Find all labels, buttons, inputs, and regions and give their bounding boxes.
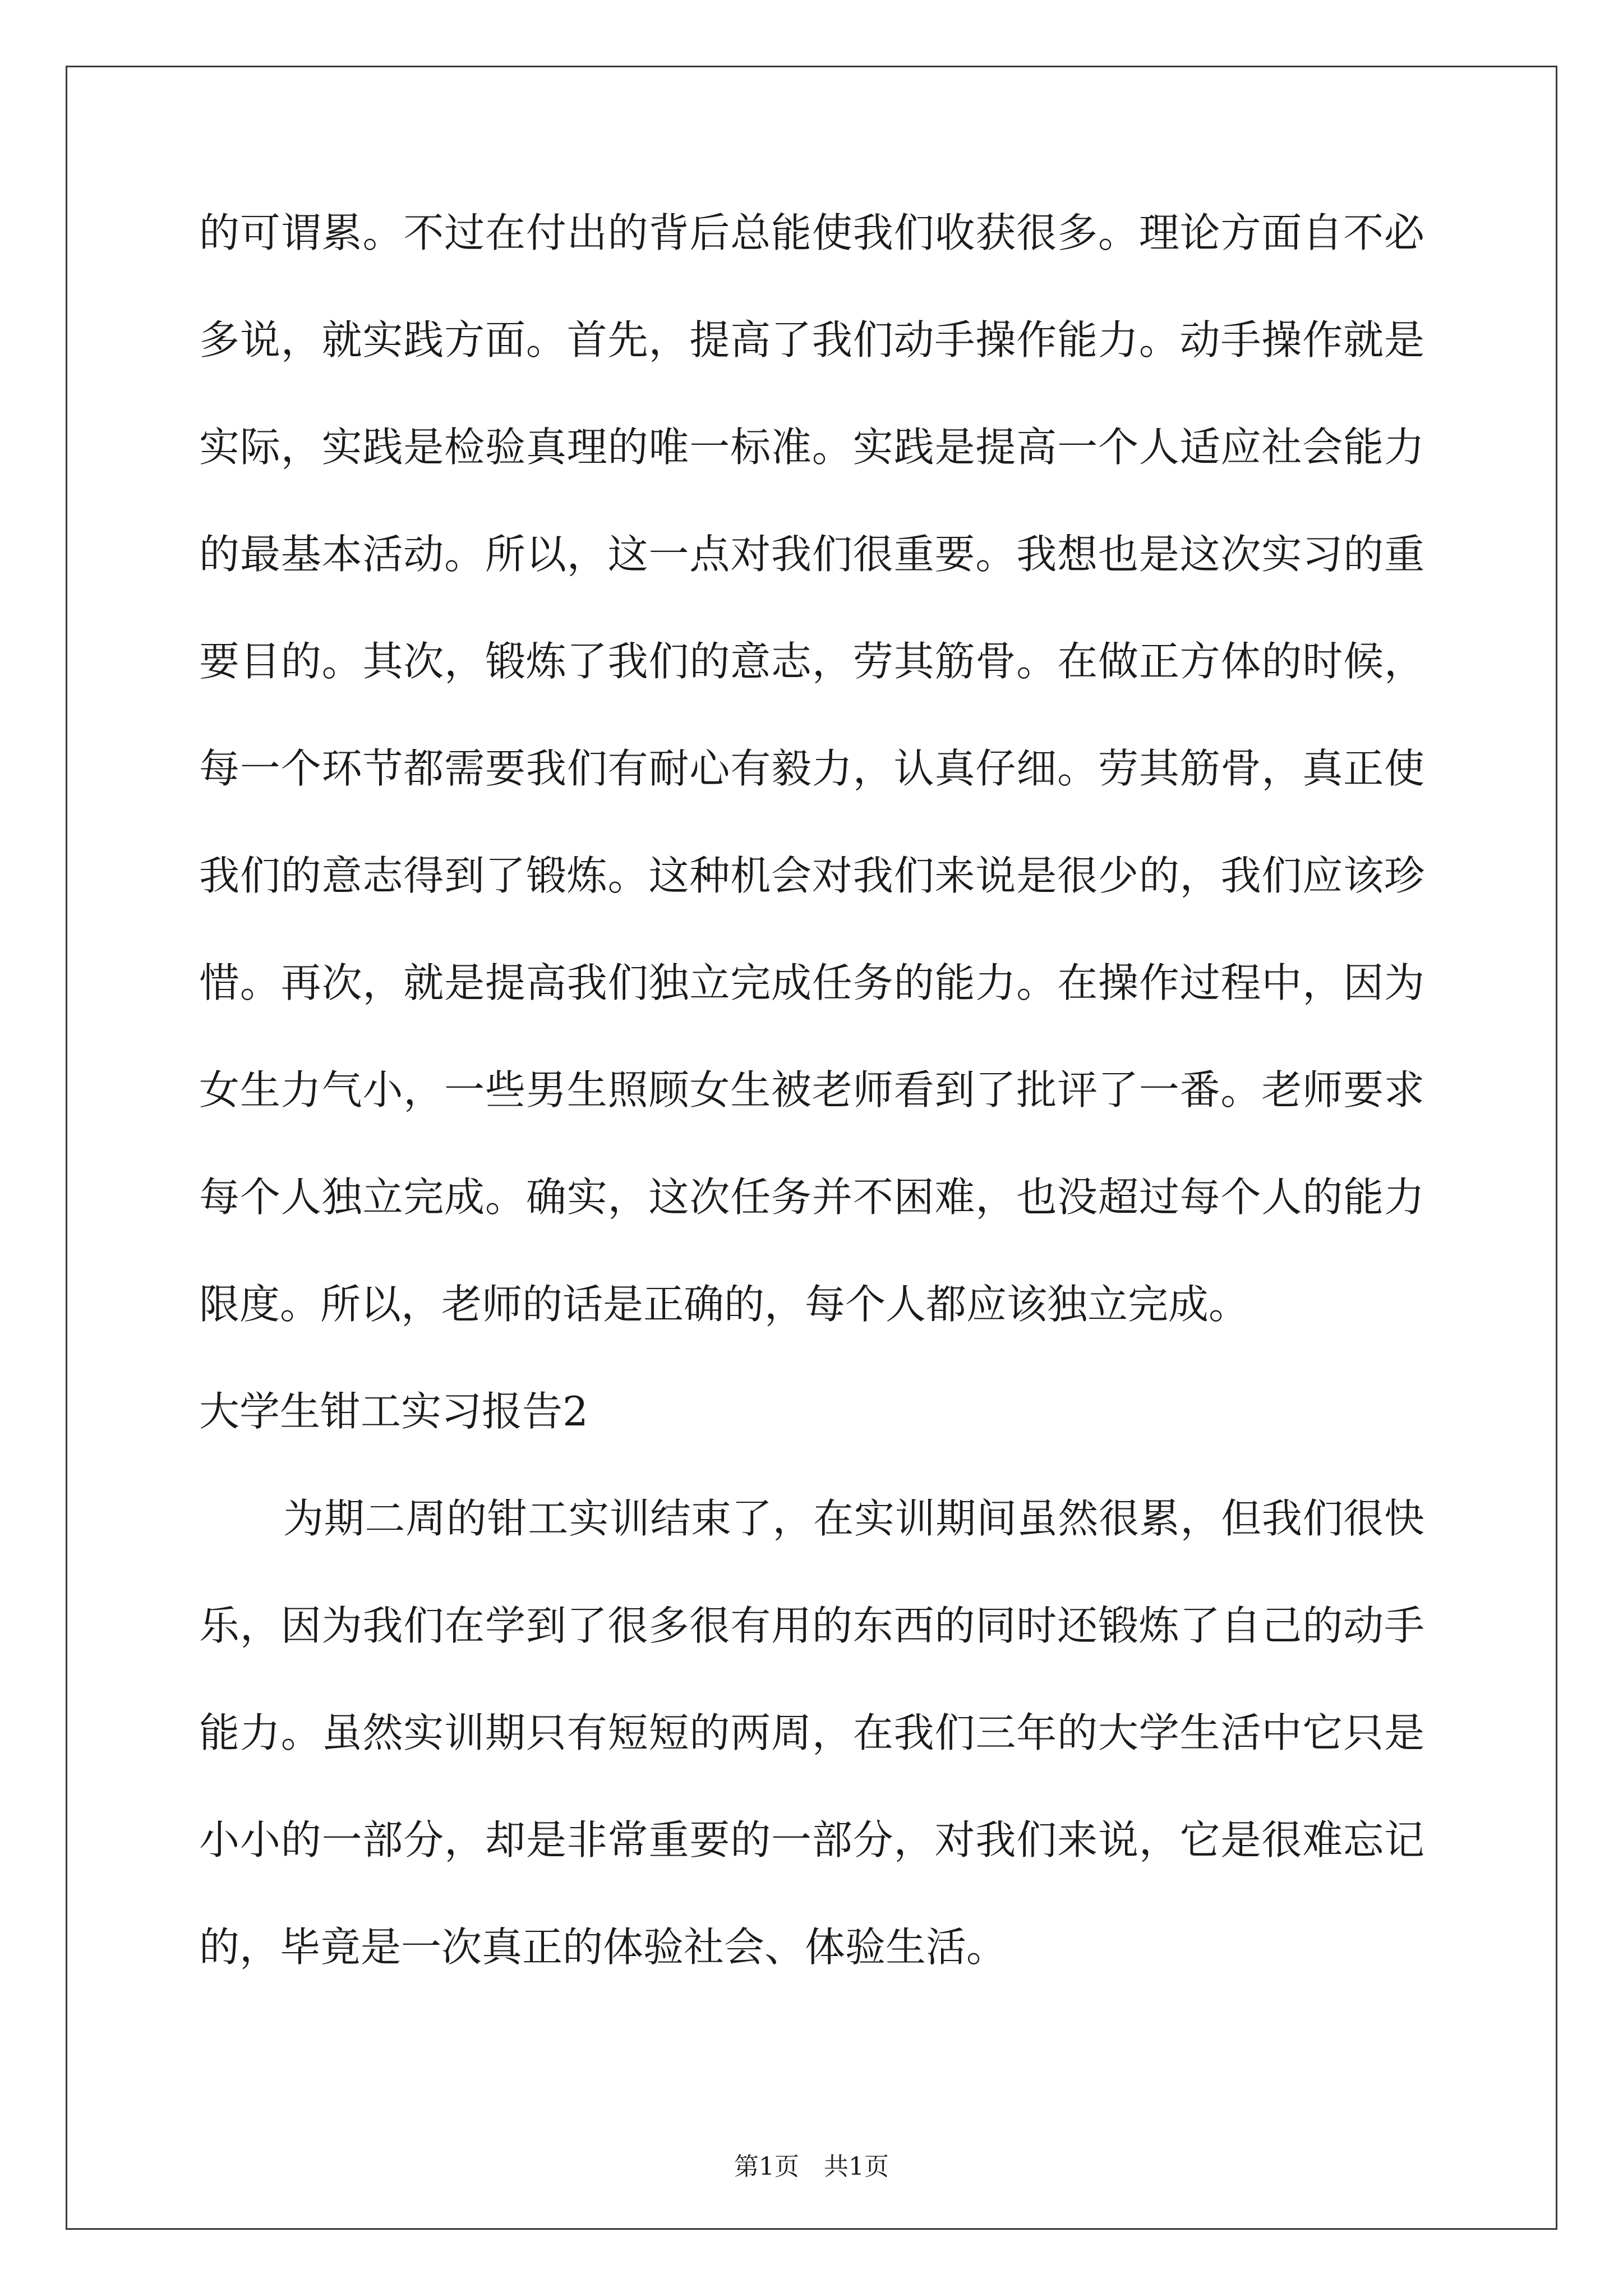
section-heading: 大学生钳工实习报告2: [199, 1388, 588, 1435]
paragraph-line: 实际，实践是检验真理的唯一标准。实践是提高一个人适应社会能力: [199, 424, 1424, 471]
paragraph-line: 限度。所以，老师的话是正确的，每个人都应该独立完成。: [199, 1281, 1249, 1328]
page-border: [66, 66, 1557, 2230]
paragraph-line: 的最基本活动。所以，这一点对我们很重要。我想也是这次实习的重: [199, 531, 1424, 578]
paragraph-line: 每个人独立完成。确实，这次任务并不困难，也没超过每个人的能力: [199, 1174, 1424, 1221]
paragraph-line: 能力。虽然实训期只有短短的两周，在我们三年的大学生活中它只是: [199, 1709, 1424, 1756]
paragraph-line: 乐，因为我们在学到了很多很有用的东西的同时还锻炼了自己的动手: [199, 1602, 1424, 1649]
paragraph-line: 为期二周的钳工实训结束了，在实训期间虽然很累，但我们很快: [283, 1495, 1424, 1542]
paragraph-line: 我们的意志得到了锻炼。这种机会对我们来说是很少的，我们应该珍: [199, 852, 1424, 899]
paragraph-line: 的可谓累。不过在付出的背后总能使我们收获很多。理论方面自不必: [199, 209, 1424, 256]
paragraph-line: 女生力气小，一些男生照顾女生被老师看到了批评了一番。老师要求: [199, 1066, 1424, 1114]
page-number-footer: 第1页 共1页: [734, 2152, 889, 2181]
paragraph-line: 的，毕竟是一次真正的体验社会、体验生活。: [199, 1924, 1007, 1971]
paragraph-line: 小小的一部分，却是非常重要的一部分，对我们来说，它是很难忘记: [199, 1816, 1424, 1864]
paragraph-line: 每一个环节都需要我们有耐心有毅力，认真仔细。劳其筋骨，真正使: [199, 745, 1424, 792]
paragraph-line: 要目的。其次，锻炼了我们的意志，劳其筋骨。在做正方体的时候，: [199, 638, 1424, 685]
paragraph-line: 惜。再次，就是提高我们独立完成任务的能力。在操作过程中，因为: [199, 959, 1424, 1006]
paragraph-line: 多说，就实践方面。首先，提高了我们动手操作能力。动手操作就是: [199, 316, 1424, 364]
